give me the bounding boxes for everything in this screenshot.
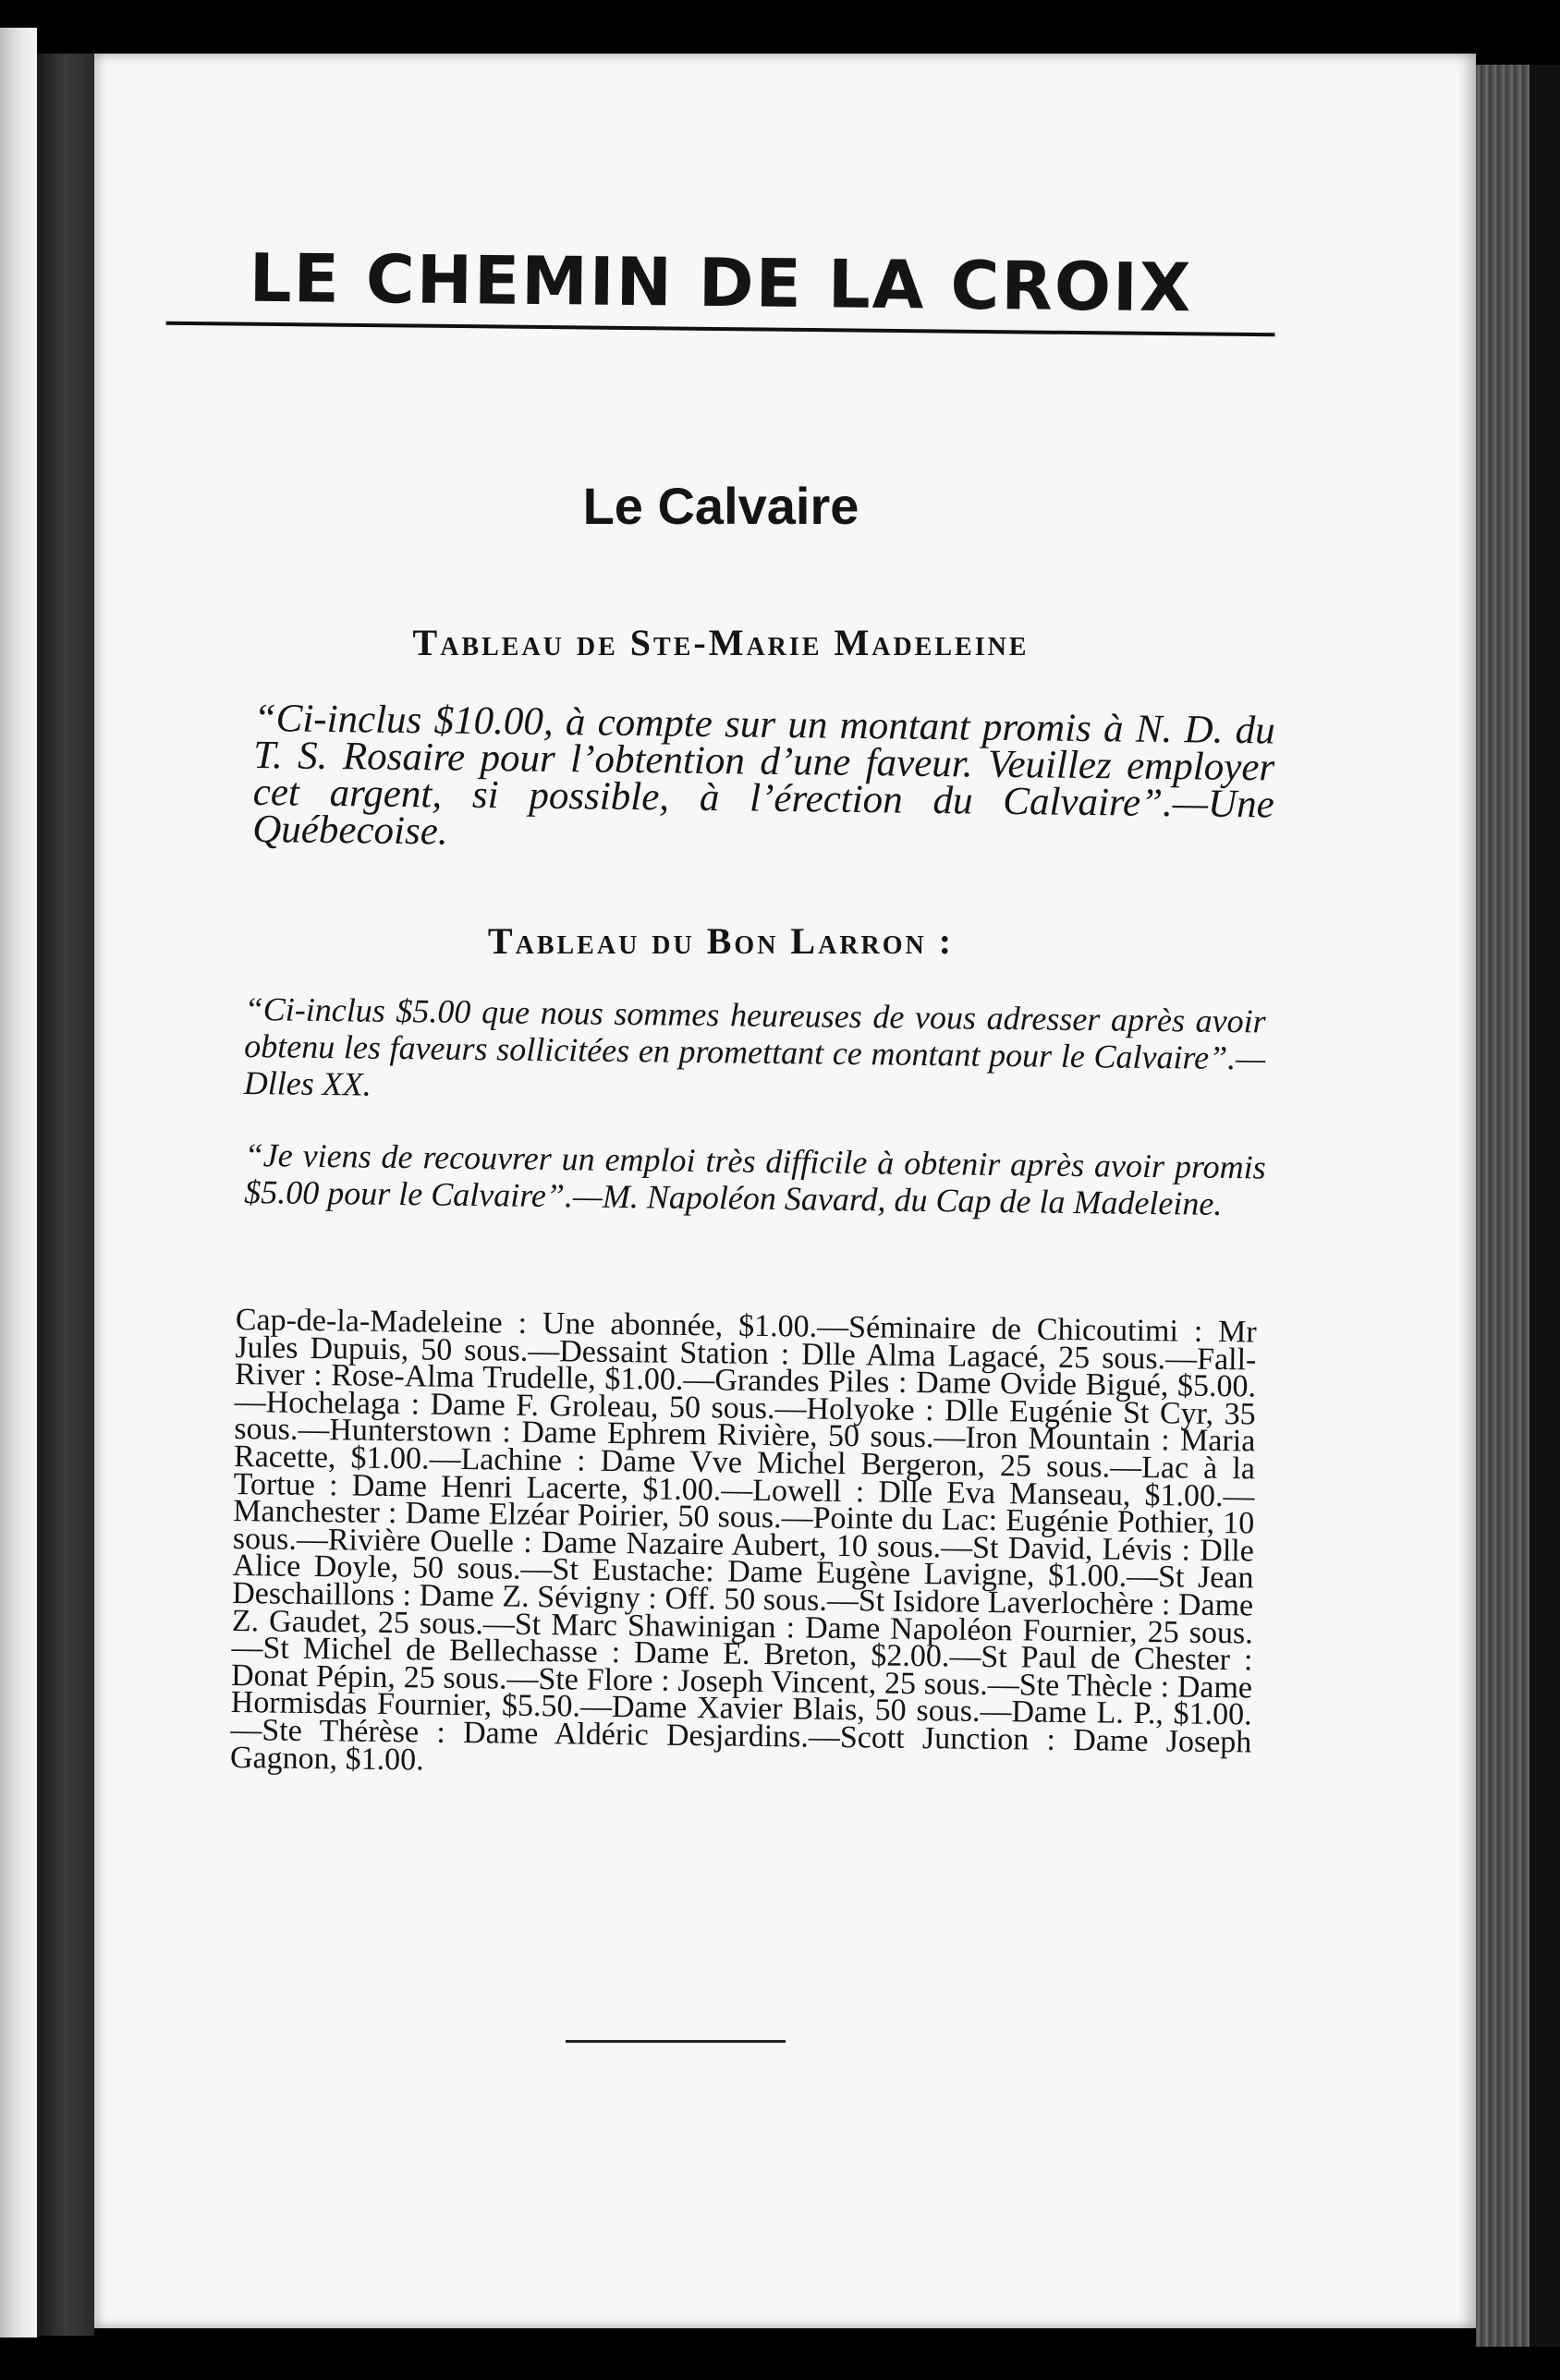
page-header xyxy=(166,238,1275,331)
quote-paragraph: “Ci-inclus $5.00 que nous sommes heureuses de vous adresser après avoir obtenu les faveurs sollicitées en promettant ce montant pour le Calvaire”.—Dlles XX. xyxy=(243,990,1266,1103)
quote-paragraph: “Ci-inclus $10.00, à compte sur un montant promis à N. D. du T. S. Rosaire pour l’obtention d’une faveur. Veuillez employer cet argent, si possible, à l’érection du Calvaire”.—Une Québecoise. xyxy=(252,697,1275,854)
page-stack-edge xyxy=(1476,65,1530,2347)
quote-paragraph: “Je viens de recouvrer un emploi très difficile à obtenir après avoir promis $5.00 pour le Calvaire”.—M. Napoléon Savard, du Cap de la Madeleine. xyxy=(244,1136,1266,1222)
section-heading-bon-larron: Tableau du Bon Larron : xyxy=(487,920,955,962)
section-heading-ste-marie-madeleine: Tableau de Ste-Marie Madeleine xyxy=(412,622,1030,663)
book-gutter-shadow xyxy=(37,54,94,2336)
donor-list: Cap-de-la-Madeleine : Une abonnée, $1.00.—Séminaire de Chicoutimi : Mr Jules Dupuis, 50 sous.—Dessaint Station : Dlle Alma Lagacé, 25 sous.—Fall-River : Rose-Alma Trudelle, $1.00.—Grandes Piles : Dame Ovide Bigué, $5.00.—Hochelaga : Dame F. Groleau, 50 sous.—Holyoke : Dlle Eugénie St Cyr, 35 sous.—Hunterstown : Dame Ephrem Rivière, 50 sous.—Iron Mountain : Maria Racette, $1.00.—Lachine : Dame Vve Michel Bergeron, 25 sous.—Lac à la Tortue : Dame Henri Lacerte, $1.00.—Lowell : Dlle Eva Manseau, $1.00.—Manchester : Dame Elzéar Poirier, 50 sous.—Pointe du Lac: Eugénie Pothier, 10 sous.—Rivière Ouelle : Dame Nazaire Aubert, 10 sous.—St David, Lévis : Dlle Alice Doyle, 50 sous.—St Eustache: Dame Eugène Lavigne, $1.00.—St Jean Deschaillons : Dame Z. Sévigny : Off. 50 sous.—St Isidore Laverlochère : Dame Z. Gaudet, 25 sous.—St Marc Shawinigan : Dame Napoléon Fournier, 25 sous.—St Michel de Bellechasse : Dame E. Breton, $2.00.—St Paul de Chester : Donat Pépin, 25 sous.—Ste Flore : Joseph Vincent, 25 sous.—Ste Thècle : Dame Hormisdas Fournier, $5.50.—Dame Xavier Blais, 50 sous.—Dame L. P., $1.00.—Ste Thérèse : Dame Aldéric Desjardins.—Scott Junction : Dame Joseph Gagnon, $1.00. xyxy=(229,1303,1257,1778)
adjacent-page-edge xyxy=(0,28,37,2338)
scan-background-edge xyxy=(1530,65,1560,2347)
page-title: LE CHEMIN DE LA CROIX xyxy=(166,238,1276,337)
page-subtitle: Le Calvaire xyxy=(582,477,859,535)
closing-rule xyxy=(566,2040,786,2043)
